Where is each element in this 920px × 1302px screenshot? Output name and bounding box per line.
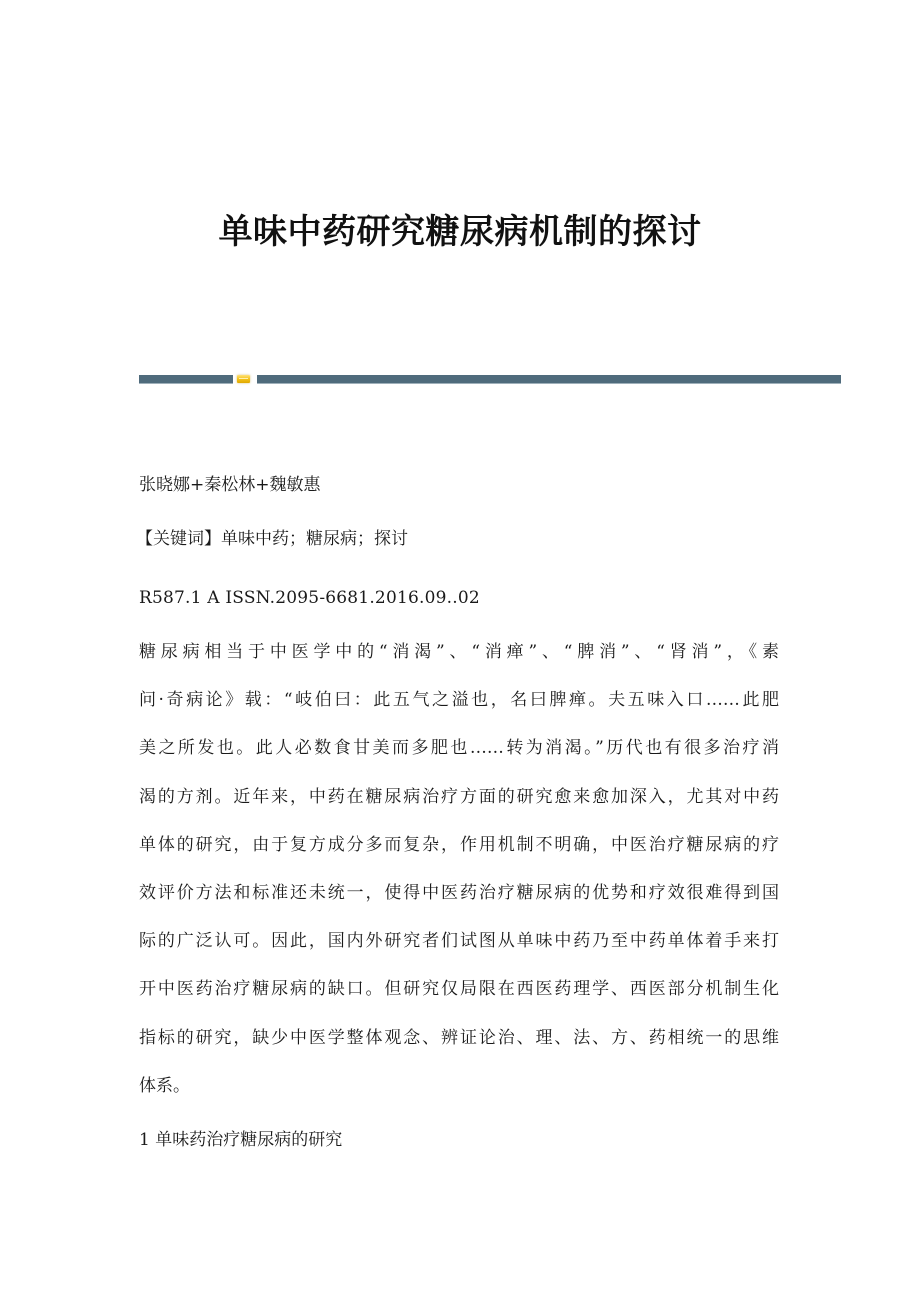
document-title: 单味中药研究糖尿病机制的探讨 — [218, 212, 702, 252]
title-divider — [139, 375, 841, 384]
body-line: 效评价方法和标准还未统一，使得中医药治疗糖尿病的优势和疗效很难得到国 — [139, 882, 779, 903]
body-line: 单体的研究，由于复方成分多而复杂，作用机制不明确，中医治疗糖尿病的疗 — [139, 834, 779, 855]
body-line: 美之所发也。此人必数食甘美而多肥也……转为消渴。”历代也有很多治疗消 — [139, 738, 779, 759]
section-heading: 1 单味药治疗糖尿病的研究 — [139, 1130, 343, 1150]
body-paragraph — [139, 640, 779, 1122]
body-line: 开中医药治疗糖尿病的缺口。但研究仅局限在西医药理学、西医部分机制生化 — [139, 979, 779, 1000]
body-line: 体系。 — [139, 1075, 190, 1096]
classification-code: R587.1 A ISSN.2095-6681.2016.09..02 — [139, 588, 480, 608]
keywords: 【关键词】单味中药；糖尿病；探讨 — [136, 529, 408, 549]
body-line: 渴的方剂。近年来，中药在糖尿病治疗方面的研究愈来愈加深入，尤其对中药 — [139, 786, 779, 807]
body-line: 指标的研究，缺少中医学整体观念、辨证论治、理、法、方、药相统一的思维 — [139, 1027, 779, 1048]
authors: 张晓娜+秦松林+魏敏惠 — [139, 475, 321, 495]
body-line: 糖尿病相当于中医学中的“消渴”、“消瘅”、“脾消”、“肾消”，《素 — [139, 642, 779, 662]
divider-bar-left — [139, 375, 233, 384]
body-line: 问·奇病论》载：“岐伯曰：此五气之溢也，名曰脾瘅。夫五味入口……此肥 — [139, 690, 779, 711]
divider-ornament-icon — [237, 375, 250, 383]
body-line: 际的广泛认可。因此，国内外研究者们试图从单味中药乃至中药单体着手来打 — [139, 931, 779, 952]
divider-bar-right — [257, 375, 841, 384]
